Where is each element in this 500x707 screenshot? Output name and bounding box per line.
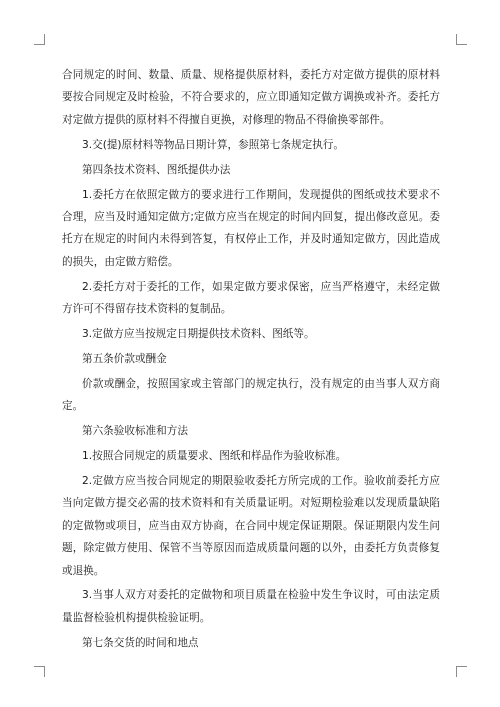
- paragraph-article-5: 价款或酬金，按照国家或主管部门的规定执行，没有规定的由当事人双方商定。: [62, 377, 440, 413]
- document-body: [62, 64, 440, 654]
- section-heading-article-6: 第六条验收标准和方法: [82, 425, 188, 438]
- section-heading-article-5: 第五条价款或酬金: [82, 352, 167, 365]
- crop-mark-top-right: [456, 34, 467, 45]
- paragraph-article-4-item-1: 1.委托方在依照定做方的要求进行工作期间，发现提供的图纸或技术要求不合理，应当及时通知定做方;定做方应当在规定的时间内回复，提出修改意见。委托方在规定的时间内未得到答复，有权停止工作，并及时通知定做方，因此造成的损失，由定做方赔偿。: [62, 188, 440, 268]
- paragraph-article-4-item-2: 2.委托方对于委托的工作，如果定做方要求保密，应当严格遵守，未经定做方许可不得留存技术资料的复制品。: [62, 280, 440, 316]
- paragraph-article-4-item-3: 3.定做方应当按规定日期提供技术资料、图纸等。: [82, 327, 315, 340]
- paragraph-article-6-item-1: 1.按照合同规定的质量要求、图纸和样品作为验收标准。: [82, 450, 347, 462]
- paragraph-materials-continued: 合同规定的时间、数量、质量、规格提供原材料，委托方对定做方提供的原材料要按合同规定及时检验，不符合要求的，应立即通知定做方调换或补齐。委托方对定做方提供的原材料不得擅自更换，对修理的物品不得偷换零部件。: [62, 69, 440, 126]
- crop-mark-bottom-left: [34, 666, 45, 677]
- crop-mark-top-left: [34, 34, 45, 45]
- paragraph-article-6-item-2: 2.定做方应当按合同规定的期限验收委托方所完成的工作。验收前委托方应当向定做方提交必需的技术资料和有关质量证明。对短期检验难以发现质量缺陷的定做物或项目，应当由双方协商，在合同中规定保证期限。保证期限内发生问题，除定做方使用、保管不当等原因而造成质量问题的以外，由委托方负责修复或退换。: [62, 474, 440, 577]
- section-heading-article-4: 第四条技术资料、图纸提供办法: [82, 163, 231, 176]
- paragraph-material-date: 3.交(提)原材料等物品日期计算，参照第七条规定执行。: [82, 138, 345, 151]
- paragraph-article-6-item-3: 3.当事人双方对委托的定做物和项目质量在检验中发生争议时，可由法定质量监督检验机构提供检验证明。: [62, 589, 440, 624]
- crop-mark-bottom-right: [456, 666, 467, 677]
- section-heading-article-7: 第七条交货的时间和地点: [82, 636, 199, 649]
